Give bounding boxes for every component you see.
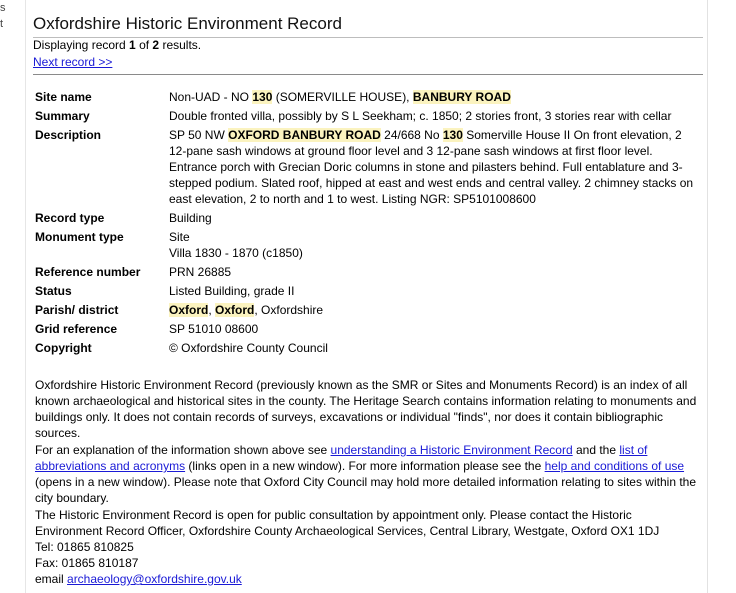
- value-text: SP 50 NW: [169, 128, 229, 142]
- record-type-row: [35, 210, 700, 226]
- value-text: ,: [208, 303, 216, 317]
- parish-value: [169, 302, 700, 318]
- copyright-row: [35, 340, 700, 356]
- status-value: Listed Building, grade II: [169, 284, 295, 298]
- counter-text: results.: [159, 38, 202, 52]
- counter-text: Displaying record: [33, 38, 130, 52]
- field-label: Site name: [35, 90, 92, 104]
- value-text: (SOMERVILLE HOUSE),: [272, 90, 413, 104]
- help-conditions-link[interactable]: help and conditions of use: [544, 459, 685, 473]
- left-pane-text: t: [0, 18, 4, 30]
- field-label: Grid reference: [35, 322, 118, 336]
- contact-text: The Historic Environment Record is open for public consultation by appointment only. Please contact the Historic Environment Record Officer, Oxfordshire County Archaeological Services, Central Library, Westgate, Oxford OX1 1DJ: [35, 508, 660, 538]
- record-type-value: Building: [169, 211, 212, 225]
- counter-total: 2: [152, 38, 160, 52]
- search-highlight: Oxford: [215, 303, 255, 317]
- her-intro-text: Oxfordshire Historic Environment Record (previously known as the SMR or Sites and Monuments Record) is an index of all known archaeological and historical sites in the county. The Heritage Search contains information relating to monuments and buildings only. It does not contain records of surveys, excavations or individual "finds", nor does it contain bibliographic sources.: [35, 378, 697, 440]
- left-pane-text: s: [0, 2, 6, 14]
- site-name-row: [35, 89, 700, 105]
- abbreviations-link[interactable]: list of abbreviations and acronyms: [35, 443, 648, 473]
- counter-text: of: [135, 38, 153, 52]
- contact-tel: Tel: 01865 810825: [35, 540, 134, 554]
- right-pane-edge: [707, 0, 736, 593]
- monument-type-row: [35, 229, 700, 261]
- field-label: Reference number: [35, 265, 141, 279]
- next-record-link[interactable]: Next record >>: [33, 55, 113, 69]
- left-pane-edge: [0, 0, 26, 593]
- field-label: Parish/ district: [35, 303, 119, 317]
- record-details: [35, 89, 700, 359]
- contact-fax: Fax: 01865 810187: [35, 556, 139, 570]
- header-divider: [33, 74, 703, 75]
- field-label: Record type: [35, 211, 105, 225]
- field-label: Monument type: [35, 230, 124, 244]
- contact-email-line: [35, 571, 700, 587]
- parish-row: [35, 302, 700, 318]
- email-link[interactable]: archaeology@oxfordshire.gov.uk: [67, 572, 242, 586]
- value-text: Site: [169, 230, 190, 244]
- value-text: 24/668 No: [380, 128, 443, 142]
- value-text: Non-UAD - NO: [169, 90, 253, 104]
- body-text: and the: [572, 443, 620, 457]
- value-text: , Oxfordshire: [254, 303, 324, 317]
- field-label: Summary: [35, 109, 90, 123]
- page-title: Oxfordshire Historic Environment Record: [33, 14, 342, 33]
- grid-reference-row: [35, 321, 700, 337]
- search-highlight: 130: [252, 90, 273, 104]
- explanation-text: [35, 442, 700, 506]
- description-value: [169, 127, 700, 207]
- value-text: Villa 1830 - 1870 (c1850): [169, 246, 303, 260]
- counter-current: 1: [129, 38, 136, 52]
- body-text: For an explanation of the information shown above see: [35, 443, 331, 457]
- search-highlight: 130: [442, 128, 463, 142]
- copyright-value: © Oxfordshire County Council: [169, 341, 328, 355]
- field-label: Description: [35, 128, 102, 142]
- email-label: email: [35, 572, 68, 586]
- site-name-value: [169, 89, 700, 105]
- search-highlight: BANBURY ROAD: [412, 90, 511, 104]
- search-highlight: Oxford: [169, 303, 209, 317]
- summary-row: [35, 108, 700, 124]
- contact-block: [35, 507, 700, 587]
- summary-value: Double fronted villa, possibly by S L Seekham; c. 1850; 2 stories front, 3 stories rear with cellar: [169, 109, 672, 123]
- value-text: Somerville House II On front elevation, 2 12-pane sash windows at ground floor level and 3 12-pane sash windows at first floor level. Entrance porch with Grecian Doric columns in stone and pilasters behind. Full entablature and 3- stepped podium. Slated roof, hipped at east and west ends and central valley. 2 chimney stacks on east elevation, 2 to north and 1 to west. Listing NGR: SP5101008600: [169, 128, 694, 206]
- search-highlight: OXFORD BANBURY ROAD: [228, 128, 381, 142]
- field-label: Copyright: [35, 341, 92, 355]
- description-row: [35, 127, 700, 207]
- reference-number-row: [35, 264, 700, 280]
- monument-type-value: [169, 229, 700, 261]
- body-text: (opens in a new window). Please note that Oxford City Council may hold more detailed information relating to sites within the city boundary.: [35, 475, 697, 505]
- reference-number-value: PRN 26885: [169, 265, 232, 279]
- body-text: (links open in a new window). For more information please see the: [185, 459, 545, 473]
- record-counter: [33, 38, 201, 52]
- field-label: Status: [35, 284, 72, 298]
- understanding-her-link[interactable]: understanding a Historic Environment Record: [330, 443, 573, 457]
- grid-reference-value: SP 51010 08600: [169, 322, 259, 336]
- status-row: [35, 283, 700, 299]
